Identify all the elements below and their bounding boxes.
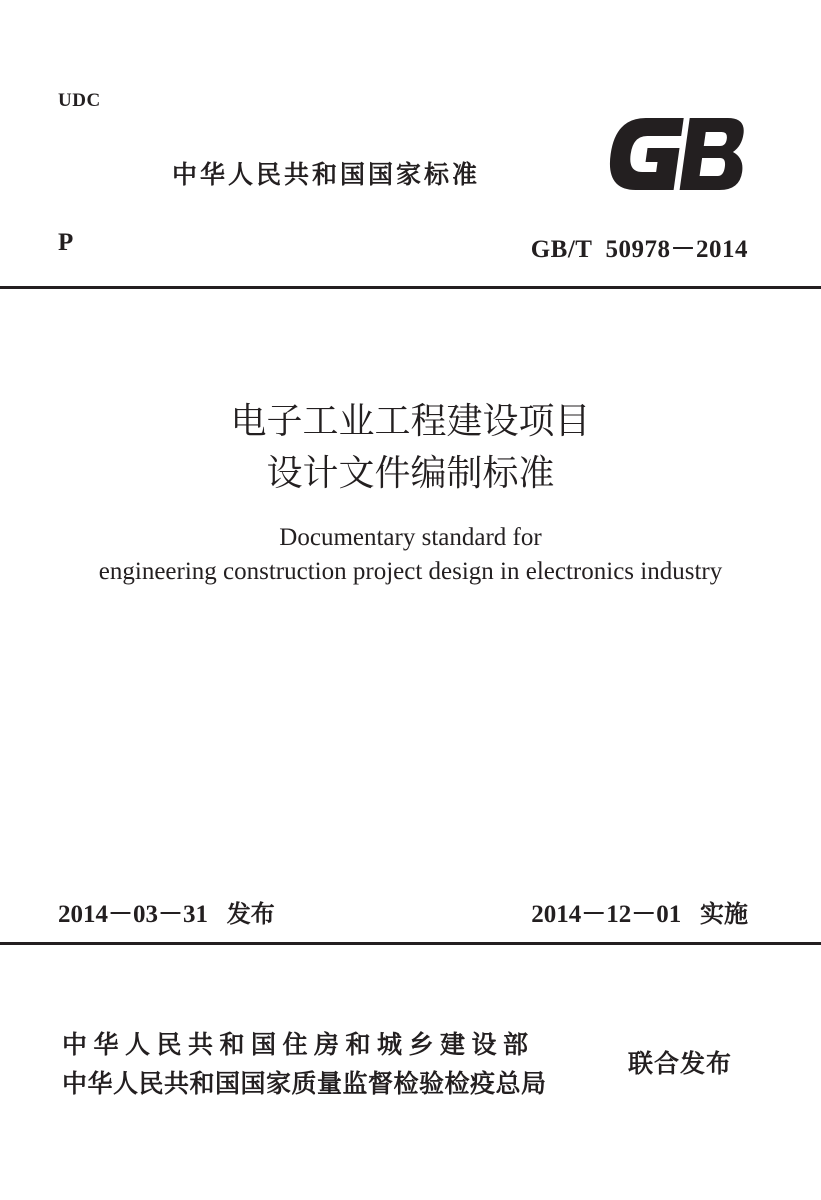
title-en-line1: Documentary standard for xyxy=(279,524,542,551)
title-en-line2: engineering construction project design in electronics industry xyxy=(98,558,723,585)
issue-date-block xyxy=(58,894,275,930)
joint-release-label: 联合发布 xyxy=(628,1049,733,1078)
standard-code: GB/T 50978－2014 xyxy=(530,236,748,263)
implement-date-block xyxy=(531,894,748,930)
top-divider xyxy=(0,286,821,289)
gb-logo-letter-b xyxy=(680,118,748,190)
title-zh-line1: 电子工业工程建设项目 xyxy=(230,401,591,442)
implement-date: 2014－12－01 xyxy=(531,901,682,928)
title-zh-line2: 设计文件编制标准 xyxy=(266,453,555,494)
issue-date: 2014－03－31 xyxy=(58,901,209,928)
bottom-divider xyxy=(0,942,821,945)
national-standard-heading: 中华人民共和国国家标准 xyxy=(172,160,481,189)
publisher-line2: 中华人民共和国国家质量监督检验检疫总局 xyxy=(62,1069,547,1098)
gb-logo xyxy=(606,116,748,192)
category-code: P xyxy=(58,229,74,256)
issue-label: 发布 xyxy=(226,900,275,928)
udc-label: UDC xyxy=(58,90,101,111)
implement-label: 实施 xyxy=(700,900,748,928)
publisher-line1: 中华人民共和国住房和城乡建设部 xyxy=(62,1030,535,1059)
gb-logo-letter-g xyxy=(606,118,684,190)
